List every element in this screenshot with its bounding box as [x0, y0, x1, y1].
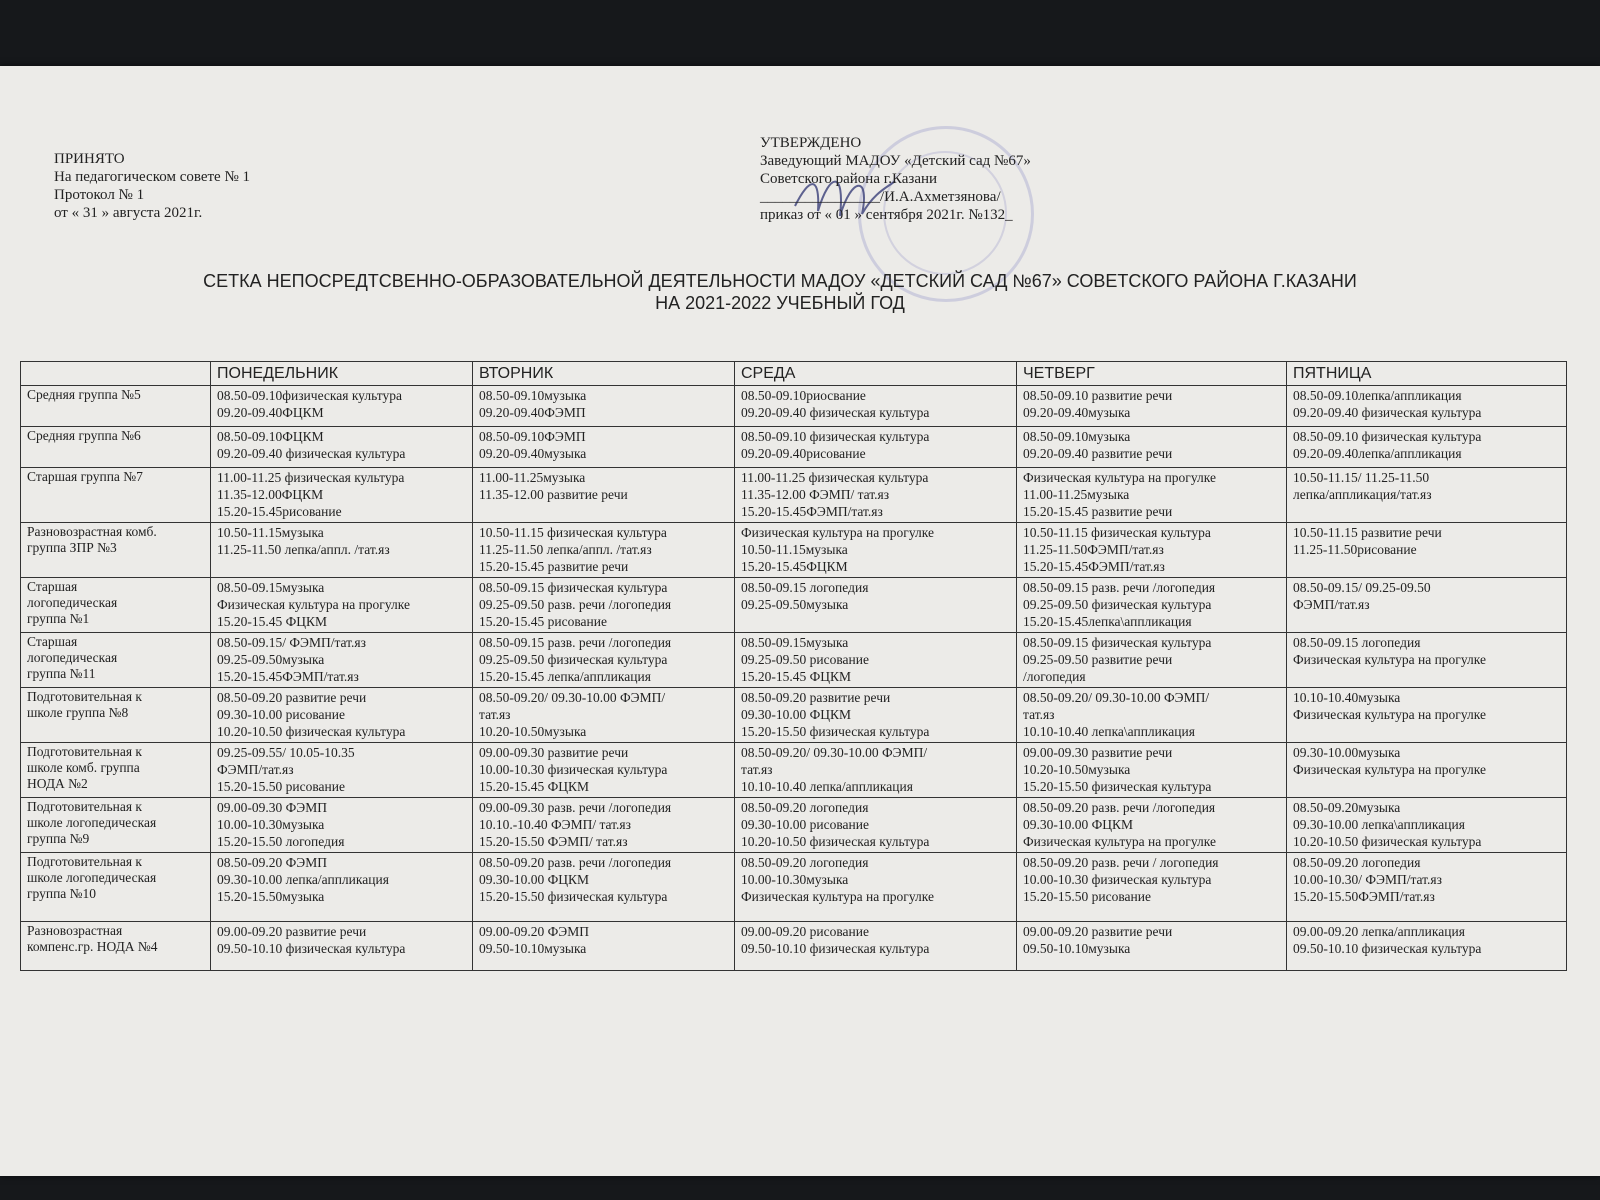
lesson-line: 09.25-09.50 физическая культура: [1023, 597, 1212, 612]
group-name-line: логопедическая: [27, 650, 118, 665]
lesson-line: 15.20-15.45 ФЦКМ: [741, 669, 852, 684]
lesson-line: 08.50-09.20музыка: [1293, 800, 1401, 815]
lesson-line: 08.50-09.15 физическая культура: [1023, 635, 1212, 650]
header-cell: ПОНЕДЕЛЬНИК: [211, 362, 473, 386]
schedule-cell: [473, 798, 735, 853]
lesson-line: 08.50-09.20 развитие речи: [741, 690, 891, 705]
lesson-line: 08.50-09.20/ 09.30-10.00 ФЭМП/: [1023, 690, 1210, 705]
schedule-cell: [1287, 633, 1567, 688]
lesson-line: 10.20-10.50музыка: [1023, 762, 1131, 777]
lesson-line: 08.50-09.10ФЦКМ: [217, 429, 324, 444]
schedule-cell: [211, 688, 473, 743]
group-name-line: Подготовительная к: [27, 799, 142, 814]
approved-line: ________________/И.А.Ахметзянова/: [760, 189, 1001, 205]
approved-heading: УТВЕРЖДЕНО: [760, 135, 862, 151]
group-name-line: группа №10: [27, 886, 97, 901]
lesson-line: 10.10.-10.40 ФЭМП/ тат.яз: [479, 817, 631, 832]
accepted-heading: ПРИНЯТО: [54, 151, 125, 167]
lesson-line: 15.20-15.50ФЭМП/тат.яз: [1293, 889, 1435, 904]
lesson-line: 15.20-15.45ФЭМП/тат.яз: [217, 669, 359, 684]
group-name-line: логопедическая: [27, 595, 118, 610]
lesson-line: 09.00-09.20 развитие речи: [217, 924, 367, 939]
group-name-line: Средняя группа №6: [27, 428, 141, 443]
group-name-line: школе комб. группа: [27, 760, 140, 775]
lesson-line: тат.яз: [479, 707, 511, 722]
schedule-cell: [211, 853, 473, 922]
accepted-line: На педагогическом совете № 1: [54, 169, 251, 185]
schedule-cell: [735, 853, 1017, 922]
group-name-line: школе логопедическая: [27, 870, 157, 885]
group-name-line: школе группа №8: [27, 705, 129, 720]
lesson-line: 10.20-10.50музыка: [479, 724, 587, 739]
lesson-line: 08.50-09.10риосвание: [741, 388, 866, 403]
lesson-line: 09.00-09.30 разв. речи /логопедия: [479, 800, 672, 815]
lesson-line: тат.яз: [1023, 707, 1055, 722]
schedule-cell: [211, 578, 473, 633]
lesson-line: 09.20-09.40ФЭМП: [479, 405, 586, 420]
lesson-line: 15.20-15.50 ФЭМП/ тат.яз: [479, 834, 628, 849]
lesson-line: 09.50-10.10 физическая культура: [741, 941, 930, 956]
group-name-cell: [21, 523, 211, 578]
lesson-line: Физическая культура на прогулке: [741, 525, 934, 540]
schedule-cell: [473, 523, 735, 578]
approved-line: Советского района г.Казани: [760, 171, 938, 187]
lesson-line: 10.20-10.50 физическая культура: [217, 724, 406, 739]
lesson-line: 08.50-09.10 развитие речи: [1023, 388, 1173, 403]
schedule-cell: [735, 523, 1017, 578]
lesson-line: 08.50-09.20 развитие речи: [217, 690, 367, 705]
lesson-line: 10.50-11.15/ 11.25-11.50: [1293, 470, 1430, 485]
approved-block: [760, 134, 1031, 224]
lesson-line: 15.20-15.50музыка: [217, 889, 325, 904]
lesson-line: 08.50-09.15музыка: [741, 635, 849, 650]
schedule-cell: [1017, 523, 1287, 578]
lesson-line: 08.50-09.20 логопедия: [741, 800, 869, 815]
approved-line: Заведующий МАДОУ «Детский сад №67»: [760, 153, 1031, 169]
lesson-line: 09.25-09.55/ 10.05-10.35: [217, 745, 355, 760]
schedule-cell: [1287, 922, 1567, 971]
schedule-cell: [473, 578, 735, 633]
schedule-cell: [1287, 578, 1567, 633]
lesson-line: 15.20-15.50 рисование: [217, 779, 345, 794]
lesson-line: 08.50-09.15 разв. речи /логопедия: [479, 635, 672, 650]
lesson-line: 09.20-09.40 физическая культура: [1293, 405, 1482, 420]
lesson-line: 09.50-10.10 физическая культура: [1293, 941, 1482, 956]
lesson-line: 10.00-10.30музыка: [217, 817, 325, 832]
schedule-cell: [1017, 578, 1287, 633]
table-row: [21, 798, 1567, 853]
lesson-line: 15.20-15.50 физическая культура: [479, 889, 668, 904]
lesson-line: 09.00-09.30 ФЭМП: [217, 800, 327, 815]
lesson-line: 09.00-09.20 развитие речи: [1023, 924, 1173, 939]
lesson-line: 08.50-09.15 разв. речи /логопедия: [1023, 580, 1216, 595]
group-name-line: группа №9: [27, 831, 90, 846]
group-name-line: группа ЗПР №3: [27, 540, 117, 555]
lesson-line: 08.50-09.20/ 09.30-10.00 ФЭМП/: [479, 690, 666, 705]
lesson-line: 15.20-15.45ФЦКМ: [741, 559, 848, 574]
schedule-cell: [735, 578, 1017, 633]
lesson-line: 09.50-10.10 физическая культура: [217, 941, 406, 956]
group-name-line: группа №1: [27, 611, 90, 626]
schedule-cell: [735, 633, 1017, 688]
lesson-line: 09.00-09.20 ФЭМП: [479, 924, 589, 939]
schedule-cell: [735, 922, 1017, 971]
lesson-line: 08.50-09.20 логопедия: [741, 855, 869, 870]
group-name-cell: [21, 922, 211, 971]
header-cell: ВТОРНИК: [473, 362, 735, 386]
lesson-line: Физическая культура на прогулке: [1293, 707, 1486, 722]
lesson-line: 09.20-09.40 физическая культура: [741, 405, 930, 420]
group-name-cell: [21, 427, 211, 468]
lesson-line: 09.25-09.50музыка: [217, 652, 325, 667]
group-name-line: Старшая: [27, 579, 78, 594]
lesson-line: 15.20-15.50 физическая культура: [741, 724, 930, 739]
group-name-cell: [21, 468, 211, 523]
schedule-cell: [735, 743, 1017, 798]
header-row: [21, 362, 1567, 386]
lesson-line: 09.50-10.10музыка: [479, 941, 587, 956]
lesson-line: 15.20-15.50 физическая культура: [1023, 779, 1212, 794]
table-row: [21, 523, 1567, 578]
lesson-line: 08.50-09.10музыка: [1023, 429, 1131, 444]
schedule-cell: [211, 523, 473, 578]
group-name-line: НОДА №2: [27, 776, 88, 791]
lesson-line: 10.50-11.15 физическая культура: [1023, 525, 1211, 540]
header-cell: [21, 362, 211, 386]
table-row: [21, 386, 1567, 427]
schedule-cell: [1287, 427, 1567, 468]
lesson-line: 09.30-10.00 рисование: [741, 817, 869, 832]
schedule-cell: [211, 633, 473, 688]
lesson-line: 10.50-11.15музыка: [217, 525, 324, 540]
lesson-line: 15.20-15.45лепка\аппликация: [1023, 614, 1192, 629]
table-row: [21, 427, 1567, 468]
lesson-line: 08.50-09.20 ФЭМП: [217, 855, 327, 870]
schedule-cell: [1017, 922, 1287, 971]
lesson-line: 09.20-09.40 развитие речи: [1023, 446, 1173, 461]
accepted-line: от « 31 » августа 2021г.: [54, 205, 203, 221]
group-name-line: Разновозрастная: [27, 923, 123, 938]
title-line: СЕТКА НЕПОСРЕДТСВЕННО-ОБРАЗОВАТЕЛЬНОЙ ДЕЯТЕЛЬНОСТИ МАДОУ «ДЕТСКИЙ САД №67» СОВЕТСКОГО РАЙОНА Г.КАЗАНИ: [203, 271, 1357, 291]
lesson-line: 11.00-11.25 физическая культура: [741, 470, 929, 485]
schedule-cell: [1017, 633, 1287, 688]
lesson-line: 10.00-10.30музыка: [741, 872, 849, 887]
schedule-cell: [1287, 798, 1567, 853]
lesson-line: 09.25-09.50 развитие речи: [1023, 652, 1173, 667]
lesson-line: 15.20-15.50 логопедия: [217, 834, 345, 849]
lesson-line: 08.50-09.20 разв. речи /логопедия: [1023, 800, 1216, 815]
schedule-cell: [1017, 427, 1287, 468]
lesson-line: 15.20-15.45 рисование: [479, 614, 607, 629]
lesson-line: 10.50-11.15 физическая культура: [479, 525, 667, 540]
schedule-cell: [735, 468, 1017, 523]
group-name-cell: [21, 386, 211, 427]
lesson-line: 08.50-09.20/ 09.30-10.00 ФЭМП/: [741, 745, 928, 760]
group-name-cell: [21, 853, 211, 922]
lesson-line: 09.30-10.00 ФЦКМ: [479, 872, 590, 887]
lesson-line: тат.яз: [741, 762, 773, 777]
lesson-line: 09.30-10.00 рисование: [217, 707, 345, 722]
approved-line: приказ от « 01 » сентября 2021г. №132_: [760, 207, 1013, 223]
document-sheet: [0, 66, 1600, 1176]
schedule-body: [21, 386, 1567, 971]
lesson-line: 08.50-09.10ФЭМП: [479, 429, 586, 444]
table-row: [21, 633, 1567, 688]
lesson-line: 09.30-10.00 лепка/аппликация: [217, 872, 389, 887]
schedule-cell: [473, 922, 735, 971]
lesson-line: 10.20-10.50 физическая культура: [1293, 834, 1482, 849]
lesson-line: 11.25-11.50рисование: [1293, 542, 1417, 557]
group-name-line: Разновозрастная комб.: [27, 524, 157, 539]
lesson-line: лепка/аппликация/тат.яз: [1293, 487, 1432, 502]
lesson-line: 08.50-09.15музыка: [217, 580, 325, 595]
lesson-line: Физическая культура на прогулке: [1293, 652, 1486, 667]
lesson-line: 08.50-09.15 логопедия: [1293, 635, 1421, 650]
lesson-line: 08.50-09.15 логопедия: [741, 580, 869, 595]
document-title: [60, 270, 1500, 314]
accepted-line: Протокол № 1: [54, 187, 145, 203]
lesson-line: 08.50-09.10музыка: [479, 388, 587, 403]
lesson-line: 11.25-11.50ФЭМП/тат.яз: [1023, 542, 1164, 557]
schedule-cell: [473, 853, 735, 922]
lesson-line: 09.30-10.00 лепка\аппликация: [1293, 817, 1465, 832]
lesson-line: 09.00-09.30 развитие речи: [1023, 745, 1173, 760]
table-row: [21, 688, 1567, 743]
lesson-line: 09.25-09.50 физическая культура: [479, 652, 668, 667]
schedule-cell: [211, 798, 473, 853]
lesson-line: 08.50-09.15/ ФЭМП/тат.яз: [217, 635, 366, 650]
lesson-line: 15.20-15.45ФЭМП/тат.яз: [741, 504, 883, 519]
schedule-cell: [473, 688, 735, 743]
lesson-line: 09.25-09.50музыка: [741, 597, 849, 612]
lesson-line: 09.25-09.50 разв. речи /логопедия: [479, 597, 672, 612]
lesson-line: Физическая культура на прогулке: [217, 597, 410, 612]
group-name-cell: [21, 743, 211, 798]
table-row: [21, 853, 1567, 922]
lesson-line: 09.00-09.20 рисование: [741, 924, 869, 939]
header-cell: СРЕДА: [735, 362, 1017, 386]
title-line: НА 2021-2022 УЧЕБНЫЙ ГОД: [655, 293, 905, 313]
accepted-block: [54, 150, 250, 222]
lesson-line: 15.20-15.45 развитие речи: [1023, 504, 1173, 519]
schedule-cell: [735, 427, 1017, 468]
lesson-line: 15.20-15.45 развитие речи: [479, 559, 629, 574]
schedule-cell: [1287, 688, 1567, 743]
lesson-line: 15.20-15.45ФЭМП/тат.яз: [1023, 559, 1165, 574]
lesson-line: 15.20-15.50 рисование: [1023, 889, 1151, 904]
lesson-line: 10.20-10.50 физическая культура: [741, 834, 930, 849]
group-name-line: Старшая группа №7: [27, 469, 143, 484]
lesson-line: Физическая культура на прогулке: [1023, 470, 1216, 485]
schedule-table: [20, 361, 1567, 971]
lesson-line: 08.50-09.20 логопедия: [1293, 855, 1421, 870]
lesson-line: 08.50-09.15/ 09.25-09.50: [1293, 580, 1431, 595]
lesson-line: 09.00-09.20 лепка/аппликация: [1293, 924, 1465, 939]
group-name-line: Старшая: [27, 634, 78, 649]
lesson-line: 11.35-12.00ФЦКМ: [217, 487, 324, 502]
lesson-line: 15.20-15.45рисование: [217, 504, 342, 519]
header-cell: ПЯТНИЦА: [1287, 362, 1567, 386]
schedule-cell: [1287, 386, 1567, 427]
group-name-line: Средняя группа №5: [27, 387, 141, 402]
lesson-line: 10.00-10.30/ ФЭМП/тат.яз: [1293, 872, 1442, 887]
lesson-line: 09.20-09.40 физическая культура: [217, 446, 406, 461]
schedule-cell: [1287, 743, 1567, 798]
lesson-line: 09.30-10.00 ФЦКМ: [741, 707, 852, 722]
schedule-cell: [211, 922, 473, 971]
lesson-line: 09.20-09.40музыка: [1023, 405, 1131, 420]
group-name-cell: [21, 633, 211, 688]
group-name-line: школе логопедическая: [27, 815, 157, 830]
lesson-line: 08.50-09.10лепка/аппликация: [1293, 388, 1462, 403]
lesson-line: 08.50-09.10физическая культура: [217, 388, 402, 403]
schedule-cell: [473, 427, 735, 468]
schedule-cell: [1287, 523, 1567, 578]
group-name-cell: [21, 688, 211, 743]
lesson-line: 15.20-15.45 лепка/аппликация: [479, 669, 651, 684]
lesson-line: 08.50-09.10 физическая культура: [741, 429, 930, 444]
lesson-line: 09.20-09.40лепка/аппликация: [1293, 446, 1462, 461]
schedule-cell: [211, 427, 473, 468]
schedule-cell: [735, 386, 1017, 427]
group-name-cell: [21, 578, 211, 633]
schedule-cell: [1287, 468, 1567, 523]
lesson-line: /логопедия: [1023, 669, 1086, 684]
schedule-cell: [1017, 386, 1287, 427]
lesson-line: 09.30-10.00музыка: [1293, 745, 1401, 760]
lesson-line: 11.25-11.50 лепка/аппл. /тат.яз: [479, 542, 652, 557]
schedule-cell: [473, 743, 735, 798]
lesson-line: 11.35-12.00 ФЭМП/ тат.яз: [741, 487, 890, 502]
schedule-cell: [1017, 743, 1287, 798]
lesson-line: 15.20-15.45 ФЦКМ: [217, 614, 328, 629]
lesson-line: 09.00-09.30 развитие речи: [479, 745, 629, 760]
lesson-line: ФЭМП/тат.яз: [217, 762, 294, 777]
lesson-line: 10.10-10.40музыка: [1293, 690, 1401, 705]
schedule-cell: [211, 743, 473, 798]
lesson-line: 08.50-09.20 разв. речи /логопедия: [479, 855, 672, 870]
lesson-line: 10.50-11.15 развитие речи: [1293, 525, 1442, 540]
lesson-line: 15.20-15.45 ФЦКМ: [479, 779, 590, 794]
schedule-cell: [1017, 688, 1287, 743]
table-row: [21, 468, 1567, 523]
lesson-line: 10.10-10.40 лепка/аппликация: [741, 779, 913, 794]
group-name-line: компенс.гр. НОДА №4: [27, 939, 158, 954]
group-name-cell: [21, 798, 211, 853]
lesson-line: Физическая культура на прогулке: [741, 889, 934, 904]
lesson-line: 08.50-09.15 физическая культура: [479, 580, 668, 595]
group-name-line: Подготовительная к: [27, 744, 142, 759]
lesson-line: 09.20-09.40музыка: [479, 446, 587, 461]
schedule-cell: [473, 633, 735, 688]
schedule-cell: [1017, 468, 1287, 523]
lesson-line: 09.20-09.40ФЦКМ: [217, 405, 324, 420]
schedule-cell: [1017, 853, 1287, 922]
lesson-line: Физическая культура на прогулке: [1023, 834, 1216, 849]
lesson-line: 09.50-10.10музыка: [1023, 941, 1131, 956]
lesson-line: 10.50-11.15музыка: [741, 542, 848, 557]
schedule-cell: [1017, 798, 1287, 853]
lesson-line: 11.35-12.00 развитие речи: [479, 487, 628, 502]
lesson-line: 09.25-09.50 рисование: [741, 652, 869, 667]
lesson-line: 11.25-11.50 лепка/аппл. /тат.яз: [217, 542, 390, 557]
lesson-line: 08.50-09.20 разв. речи / логопедия: [1023, 855, 1219, 870]
lesson-line: 11.00-11.25 физическая культура: [217, 470, 405, 485]
lesson-line: 11.00-11.25музыка: [479, 470, 586, 485]
schedule-cell: [211, 468, 473, 523]
header-cell: ЧЕТВЕРГ: [1017, 362, 1287, 386]
table-row: [21, 922, 1567, 971]
schedule-cell: [473, 386, 735, 427]
group-name-line: Подготовительная к: [27, 689, 142, 704]
schedule-cell: [735, 798, 1017, 853]
lesson-line: ФЭМП/тат.яз: [1293, 597, 1370, 612]
lesson-line: 08.50-09.10 физическая культура: [1293, 429, 1482, 444]
schedule-cell: [473, 468, 735, 523]
table-row: [21, 578, 1567, 633]
schedule-cell: [211, 386, 473, 427]
lesson-line: 10.00-10.30 физическая культура: [1023, 872, 1212, 887]
schedule-cell: [735, 688, 1017, 743]
lesson-line: 10.00-10.30 физическая культура: [479, 762, 668, 777]
group-name-line: группа №11: [27, 666, 96, 681]
lesson-line: 09.30-10.00 ФЦКМ: [1023, 817, 1134, 832]
group-name-line: Подготовительная к: [27, 854, 142, 869]
lesson-line: 11.00-11.25музыка: [1023, 487, 1130, 502]
lesson-line: Физическая культура на прогулке: [1293, 762, 1486, 777]
table-row: [21, 743, 1567, 798]
lesson-line: 09.20-09.40рисование: [741, 446, 866, 461]
schedule-cell: [1287, 853, 1567, 922]
lesson-line: 10.10-10.40 лепка\аппликация: [1023, 724, 1195, 739]
